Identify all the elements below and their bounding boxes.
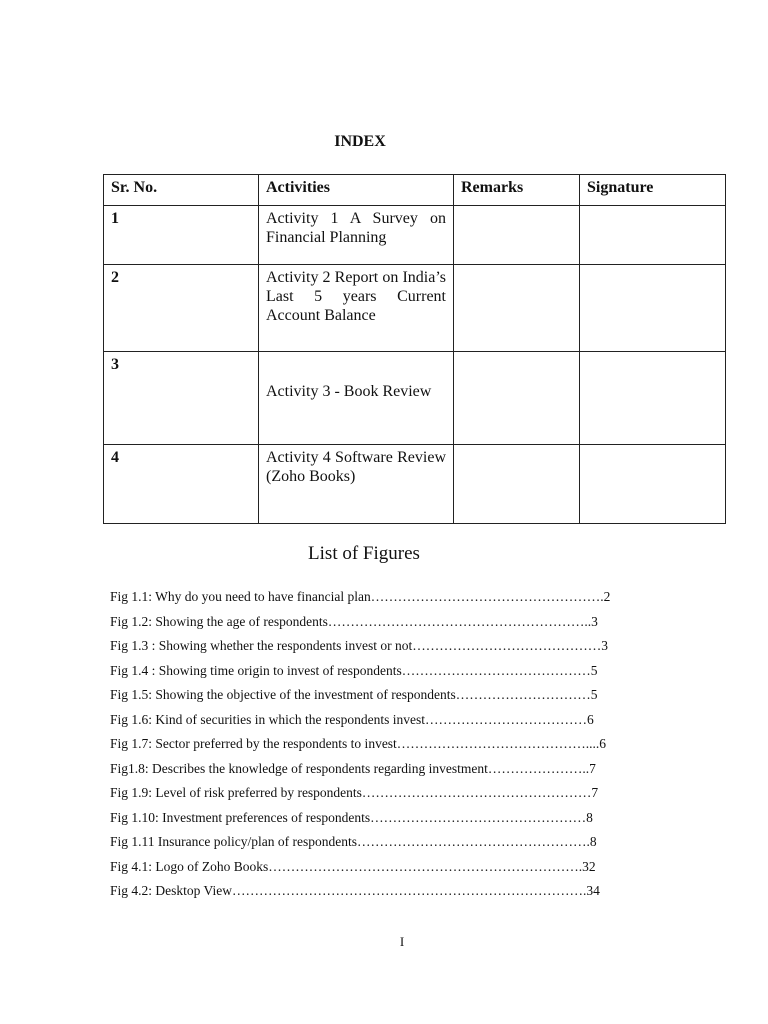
row-activity-text: Activity 3 - Book Review (266, 383, 432, 400)
index-title: INDEX (334, 133, 386, 150)
row-sr-no: 2 (104, 265, 259, 352)
table-row (104, 265, 726, 352)
list-item: Fig 1.3 : Showing whether the respondents invest or not……………………………………3 (110, 638, 608, 653)
row-sr-no: 3 (104, 352, 259, 445)
row-signature (580, 206, 726, 265)
header-activities: Activities (259, 175, 454, 206)
row-sr-no: 1 (104, 206, 259, 265)
row-remarks (454, 352, 580, 445)
row-activity (259, 352, 454, 445)
list-item: Fig 1.7: Sector preferred by the respondents to invest……………………………………....6 (110, 736, 607, 751)
list-item: Fig 1.5: Showing the objective of the investment of respondents…………………………5 (110, 687, 598, 702)
row-remarks (454, 265, 580, 352)
row-signature (580, 352, 726, 445)
row-remarks (454, 206, 580, 265)
row-sr-no: 4 (104, 445, 259, 524)
row-activity: Activity 1 A Survey on Financial Planning (259, 206, 454, 265)
list-item: Fig 4.2: Desktop View…………………………………………………………………….34 (110, 883, 600, 898)
list-item: Fig1.8: Describes the knowledge of respondents regarding investment…………………..7 (110, 760, 596, 776)
header-remarks: Remarks (454, 175, 580, 206)
list-item: Fig 1.11 Insurance policy/plan of respondents…………………………………………….8 (110, 834, 597, 849)
page-number: I (399, 934, 405, 949)
table-row (104, 206, 726, 265)
row-remarks (454, 445, 580, 524)
list-item: Fig 4.1: Logo of Zoho Books…………………………………………………………….32 (110, 858, 596, 874)
list-item: Fig 1.2: Showing the age of respondents…………………………………………………..3 (110, 613, 598, 629)
list-item: Fig 1.1: Why do you need to have financial plan…………………………………………….2 (110, 589, 611, 604)
list-item: Fig 1.10: Investment preferences of respondents…………………………………………8 (110, 809, 593, 825)
row-activity: Activity 2 Report on India’s Last 5 years Current Account Balance (259, 265, 454, 352)
row-signature (580, 445, 726, 524)
list-item: Fig 1.4 : Showing time origin to invest of respondents……………………………………5 (110, 662, 598, 678)
header-signature: Signature (580, 175, 726, 206)
list-item: Fig 1.9: Level of risk preferred by respondents……………………………………………7 (110, 785, 599, 800)
row-activity: Activity 4 Software Review (Zoho Books) (259, 445, 454, 524)
index-table (103, 174, 726, 524)
list-item: Fig 1.6: Kind of securities in which the respondents invest………………………………6 (110, 711, 594, 727)
table-row (104, 445, 726, 524)
table-row (104, 352, 726, 445)
row-signature (580, 265, 726, 352)
index-header-row (104, 175, 726, 206)
figures-list (110, 589, 670, 908)
list-of-figures-title: List of Figures (308, 543, 420, 564)
header-sr-no: Sr. No. (104, 175, 259, 206)
